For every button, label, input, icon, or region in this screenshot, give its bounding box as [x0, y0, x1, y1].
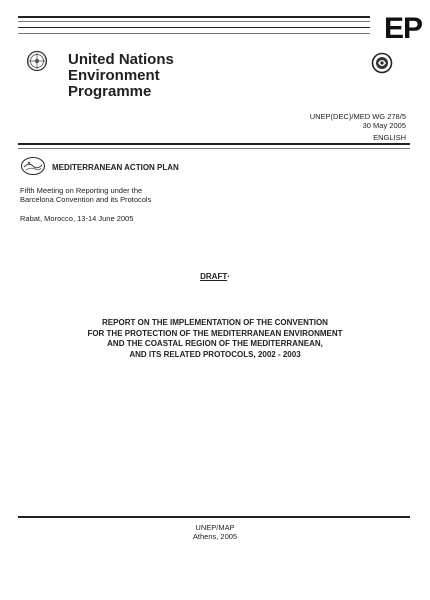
meeting-line: Fifth Meeting on Reporting under the	[20, 186, 143, 195]
meeting-title	[20, 186, 151, 204]
footer-place-year: Athens, 2005	[192, 532, 238, 541]
top-rule-2	[18, 21, 370, 22]
header-rule-1	[18, 143, 410, 145]
top-rule-1	[18, 16, 370, 18]
report-title-line: AND THE COASTAL REGION OF THE MEDITERRANEAN,	[107, 339, 323, 348]
footer-publisher: UNEP/MAP	[195, 523, 235, 532]
draft-status	[0, 272, 430, 281]
report-title-line: FOR THE PROTECTION OF THE MEDITERRANEAN ENVIRONMENT	[87, 328, 343, 338]
doc-reference	[310, 112, 406, 130]
header-rule-2	[18, 148, 410, 149]
report-title-line: REPORT ON THE IMPLEMENTATION OF THE CONVENTION	[102, 318, 328, 327]
org-name-line: Programme	[68, 83, 152, 100]
meeting-line: Barcelona Convention and its Protocols	[20, 195, 152, 204]
draft-mark: ·	[227, 272, 230, 281]
footer	[0, 523, 430, 541]
report-title	[0, 318, 430, 360]
org-code: EP	[383, 12, 422, 45]
doc-date: 30 May 2005	[362, 121, 406, 130]
report-title-line: AND ITS RELATED PROTOCOLS, 2002 - 2003	[129, 349, 301, 359]
org-name-line: United Nations	[68, 51, 174, 68]
meeting-place-date: Rabat, Morocco, 13-14 June 2005	[20, 214, 134, 223]
un-emblem-icon	[26, 50, 48, 72]
map-emblem-icon	[20, 156, 46, 176]
org-name	[68, 52, 174, 100]
top-rule-4	[18, 33, 370, 34]
doc-language: ENGLISH	[373, 133, 406, 142]
footer-rule	[18, 516, 410, 518]
doc-ref-code: UNEP(DEC)/MED WG 278/5	[309, 112, 406, 121]
top-rule-3	[18, 27, 370, 28]
draft-label: DRAFT	[200, 272, 228, 281]
unep-emblem-icon	[371, 52, 393, 74]
org-name-line: Environment	[68, 67, 160, 84]
programme-name: MEDITERRANEAN ACTION PLAN	[52, 163, 179, 172]
